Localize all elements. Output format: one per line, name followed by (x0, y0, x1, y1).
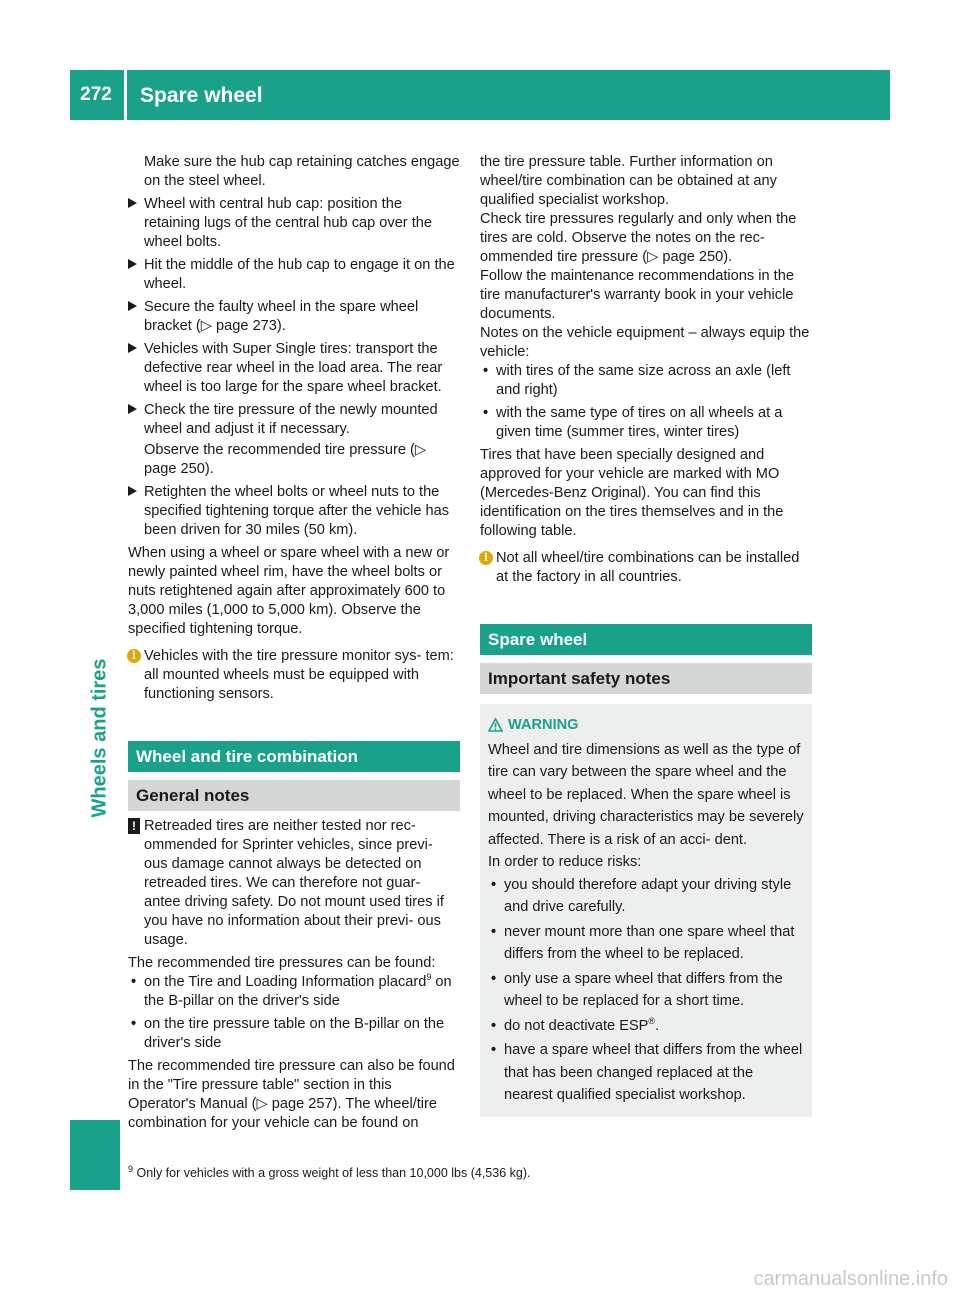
bullet-icon: • (491, 1017, 497, 1034)
bullet-text: you should therefore adapt your driving style and drive carefully. (504, 876, 792, 915)
section-heading: Wheel and tire combination (128, 741, 460, 772)
step-arrow-icon (128, 486, 137, 496)
info-note (128, 647, 460, 704)
info-icon: i (479, 551, 493, 565)
warning-intro: In order to reduce risks: (488, 854, 642, 870)
info-note (480, 549, 812, 587)
bullet-icon: • (483, 405, 489, 421)
step-arrow-icon (128, 301, 137, 311)
bullet-text: with tires of the same size across an axle (left and right) (496, 363, 791, 398)
bullet-text: never mount more than one spare wheel that differs from the wheel to be replaced. (504, 923, 795, 962)
step-arrow-icon (128, 259, 137, 269)
step-continuation: Observe the recommended tire pressure (▷ page 250). (144, 442, 427, 477)
subsection-heading: Important safety notes (480, 663, 812, 694)
step-text: Vehicles with Super Single tires: transport the defective rear wheel in the load area. The rear wheel is too large for the spare wheel bracket. (144, 341, 443, 395)
bullet-icon: • (131, 974, 137, 990)
side-tab-block (70, 1120, 120, 1190)
info-icon: i (127, 649, 141, 663)
bullet-text: with the same type of tires on all wheels at a given time (summer tires, winter tires) (496, 405, 783, 440)
step-item (128, 256, 460, 294)
left-column (128, 153, 460, 1133)
paragraph: Follow the maintenance recommendations in the tire manufacturer's warranty book in your vehicle documents. (480, 268, 794, 322)
bullet-text: . (655, 1017, 660, 1034)
exclamation-icon: ! (128, 818, 140, 834)
warning-heading (488, 714, 804, 737)
side-tab-label: Wheels and tires (88, 658, 111, 818)
step-text: Check the tire pressure of the newly mounted wheel and adjust it if necessary. (144, 402, 438, 437)
bullet-text: on the Tire and Loading Information placard (144, 974, 427, 990)
page-title: Spare wheel (140, 84, 263, 107)
paragraph: Check tire pressures regularly and only when the tires are cold. Observe the notes on the rec- ommended tire pressure (▷ page 250). (480, 211, 797, 265)
section-heading: Spare wheel (480, 624, 812, 655)
bullet-item (488, 874, 804, 919)
step-item (128, 401, 460, 439)
step-text: Secure the faulty wheel in the spare wheel bracket (▷ page 273). (144, 299, 419, 334)
info-text: Vehicles with the tire pressure monitor sys- tem: all mounted wheels must be equipped with functioning sensors. (144, 648, 454, 702)
step-item (128, 195, 460, 252)
bullet-icon: • (131, 1016, 137, 1032)
paragraph: the tire pressure table. Further information on wheel/tire combination can be obtained at any qualified specialist workshop. (480, 154, 777, 208)
bullet-item (488, 968, 804, 1013)
bullet-item (488, 1015, 804, 1038)
step-arrow-icon (128, 343, 137, 353)
footnote (128, 1163, 531, 1180)
step-item (128, 483, 460, 540)
step-item (128, 340, 460, 397)
step-text: Wheel with central hub cap: position the retaining lugs of the central hub cap over the wheel bolts. (144, 196, 433, 250)
warning-text: Wheel and tire dimensions as well as the type of tire can vary between the spare wheel and the wheel to be replaced. When the spare wheel is mounted, driving characteristics may be severely affected. There is a risk of an acci- dent. (488, 741, 804, 848)
bullet-item (488, 921, 804, 966)
warning-label: WARNING (508, 717, 579, 733)
paragraph: The recommended tire pressure can also be found in the "Tire pressure table" section in this Operator's Manual (▷ page 257). The wheel/tire combination for your vehicle can be found on (128, 1058, 455, 1131)
bullet-text: on the tire pressure table on the B-pillar on the driver's side (144, 1016, 445, 1051)
bullet-text: only use a spare wheel that differs from the wheel to be replaced for a short time. (504, 970, 783, 1009)
bullet-item (480, 404, 812, 442)
caution-text: Retreaded tires are neither tested nor rec- ommended for Sprinter vehicles, since previ- ous damage cannot always be detected on retreaded tires. We can therefore not guar- antee driving safety. Do not mount used tires if you have no information about their previ- ous usage. (144, 818, 444, 948)
info-text: Not all wheel/tire combinations can be installed at the factory in all countries. (496, 550, 800, 585)
bullet-icon: • (491, 1042, 497, 1058)
step-arrow-icon (128, 404, 137, 414)
subsection-heading: General notes (128, 780, 460, 811)
footnote-text: Only for vehicles with a gross weight of less than 10,000 lbs (4,536 kg). (136, 1166, 531, 1180)
warning-triangle-icon (488, 718, 503, 732)
step-continuation: Make sure the hub cap retaining catches engage on the steel wheel. (144, 154, 460, 189)
footnote-ref: 9 (426, 972, 432, 983)
bullet-item (128, 973, 460, 1011)
footnote-mark: 9 (128, 1163, 134, 1174)
registered-mark: ® (648, 1015, 656, 1026)
bullet-item (480, 362, 812, 400)
step-item (128, 298, 460, 336)
bullet-icon: • (491, 970, 497, 987)
paragraph: Notes on the vehicle equipment – always equip the vehicle: (480, 325, 810, 360)
paragraph: When using a wheel or spare wheel with a new or newly painted wheel rim, have the wheel bolts or nuts retightened again after approximately 600 to 3,000 miles (1,000 to 5,000 km). Observe the specified tightening torque. (128, 545, 450, 637)
caution-note (128, 817, 460, 950)
header-separator (124, 70, 127, 120)
warning-box (480, 704, 812, 1117)
paragraph: The recommended tire pressures can be found: (128, 955, 436, 971)
bullet-icon: • (491, 923, 497, 940)
bullet-icon: • (491, 876, 497, 893)
watermark: carmanualsonline.info (753, 1268, 948, 1290)
bullet-text: have a spare wheel that differs from the wheel that has been changed replaced at the nearest qualified specialist workshop. (504, 1042, 803, 1103)
bullet-item (128, 1015, 460, 1053)
step-text: Hit the middle of the hub cap to engage it on the wheel. (144, 257, 455, 292)
bullet-text: do not deactivate ESP (504, 1017, 649, 1034)
right-column (480, 153, 812, 1117)
page-number: 272 (80, 84, 112, 105)
step-text: Retighten the wheel bolts or wheel nuts to the specified tightening torque after the vehicle has been driven for 30 miles (50 km). (144, 484, 450, 538)
paragraph: Tires that have been specially designed and approved for your vehicle are marked with MO (Mercedes-Benz Original). You can find this identification on the tires themselves and in the following table. (480, 447, 784, 539)
bullet-icon: • (483, 363, 489, 379)
step-arrow-icon (128, 198, 137, 208)
bullet-item (488, 1039, 804, 1107)
bullet-text: on the B-pillar on the driver's side (144, 974, 452, 1009)
